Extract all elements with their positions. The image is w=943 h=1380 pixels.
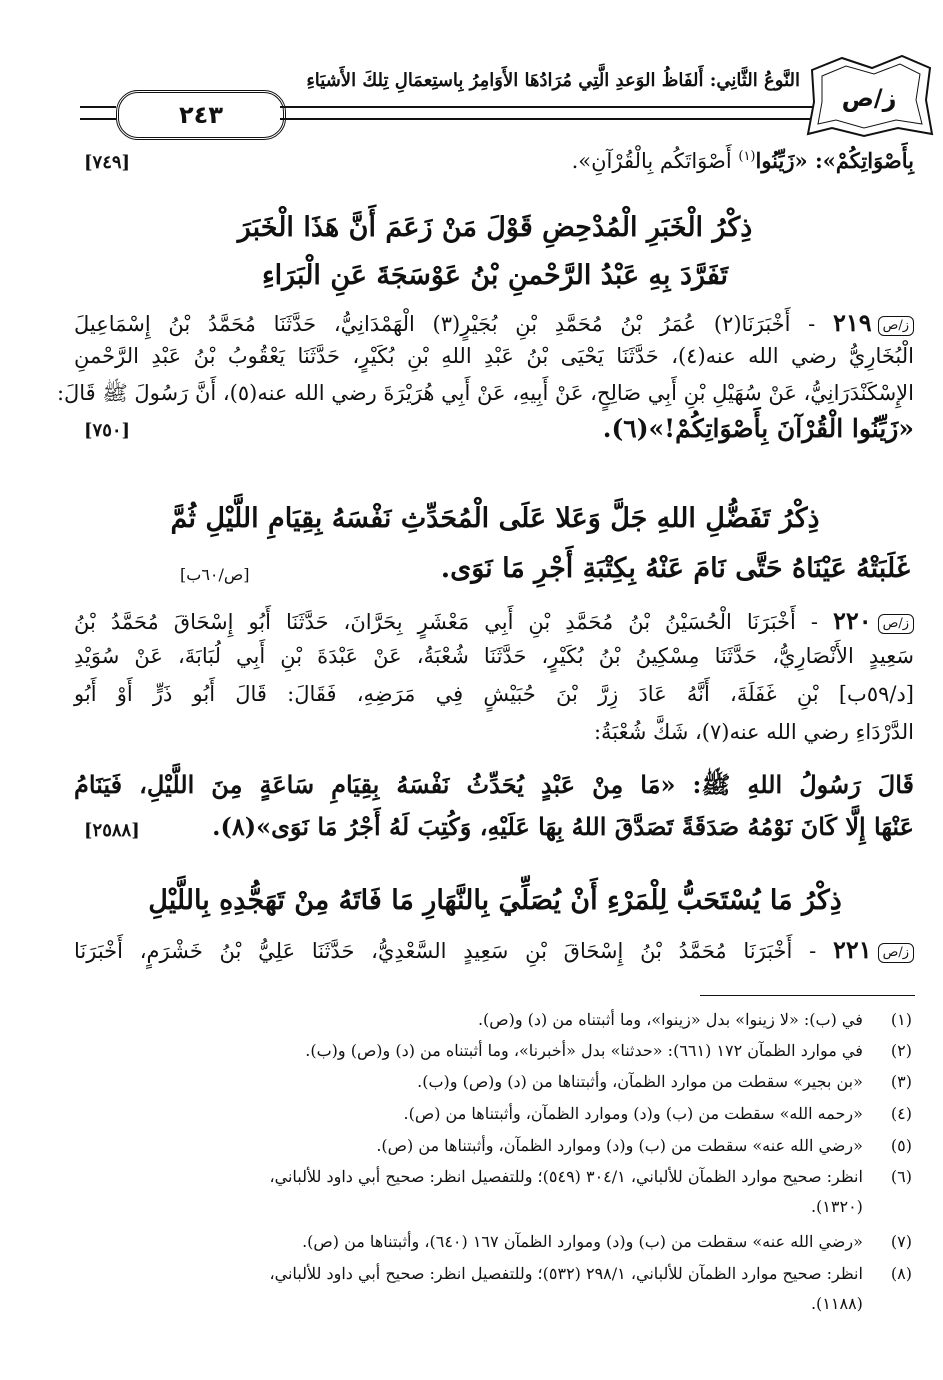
running-title: النَّوعُ الثَّانِي: أَلفَاظُ الوَعدِ الَّتِي مُرَادُهَا الأَوَامِرُ بِاستِعمَالِ تِلكَ الأَشيَاءِ [306,70,800,91]
footnote-text: «رضي الله عنه» سقطت من (ب) و(د) وموارد الظمآن ١٦٧ (٦٤٠)، وأثبتناها من (ص). [302,1232,863,1251]
hadith-reference-750: [٧٥٠] [84,420,131,441]
text-line-1 [74,148,914,173]
hadith-219-line-4: «زَيِّنُوا الْقُرْآنَ بِأَصْوَاتِكُمْ!»(٦). [602,414,914,443]
hadith-reference-2588: [٢٥٨٨] [84,820,140,841]
hadith-220-line-4: الدَّرْدَاءِ رضي الله عنه(٧)، شَكَّ شُعْبَةُ: [593,720,914,744]
hadith-220-line-2: سَعِيدٍ الأَنْصَارِيُّ، حَدَّثَنَا مِسْكِينُ بْنُ بُكَيْرٍ، حَدَّثَنَا شُعْبَةُ، عَنْ عَبْدَةَ بْنِ أَبِي لُبَابَةَ، عَنْ سُوَيْدِ [74,644,914,668]
page-number: ٢٤٣ [179,101,223,129]
section-heading-1b: تَفَرَّدَ بِهِ عَبْدُ الرَّحْمنِ بْنُ عَوْسَجَةَ عَنِ الْبَرَاءِ [261,260,729,291]
footnote-text: (١٣٢٠). [810,1197,863,1216]
footnote-number: (١) [890,1010,912,1029]
hadith-number: ٢٢١ [832,935,872,964]
footnote-text: في موارد الظمآن ١٧٢ (٦٦١): «حدثنا» بدل «أخبرنا»، وما أثبتناه من (د) و(ص) و(ب). [305,1041,863,1060]
footnote-7 [100,1232,912,1251]
chapter-badge-label: ز/ص [841,84,897,112]
hadith-220-line-6: عَنْهَا إِلَّا كَانَ نَوْمُهُ صَدَقَةً تَصَدَّقَ اللهُ بِهَا عَلَيْهِ، وَكُتِبَ لَهُ أَجْرُ مَا نَوَى»(٨). [212,812,914,841]
footnote-text: «بن بجير» سقطت من موارد الظمآن، وأثبتناها من (د) و(ص) و(ب). [417,1072,863,1091]
manuscript-reference: [ص/٦٠ب] [180,565,250,584]
hadith-219-line-3: الإِسْكَنْدَرَانِيُّ، عَنْ سُهَيْلِ بْنِ أَبِي صَالِحٍ، عَنْ أَبِيهِ، عَنْ أَبِي هُرَيْرَةَ رضي الله عنه(٥)، أَنَّ رَسُولَ ﷺ قَالَ: [56,381,914,405]
hadith-number: ٢١٩ [832,308,872,337]
hadith-220-line-3: [د/٥٩ب] بْنِ غَفَلَةَ، أَنَّهُ عَادَ زِرَّ بْنَ حُبَيْشٍ فِي مَرَضِهِ، فَقَالَ: قَالَ أَبُو ذَرٍّ أَوْ أَبُو [74,682,914,706]
footnote-8-continued [100,1294,912,1313]
text-fragment: أَصْوَاتَكُم بِالْقُرْآنِ». [571,149,732,173]
section-heading-1a: ذِكْرُ الْخَبَرِ الْمُدْحِضِ قَوْلَ مَنْ زَعَمَ أَنَّ هَذَا الْخَبَرَ [237,212,753,243]
text-fragment: بِأَصْوَاتِكُمْ»: «زَيِّنُوا [755,148,914,173]
footnote-number: (٤) [890,1104,912,1123]
footnote-number: (٧) [890,1232,912,1251]
footnote-text: انظر: صحيح موارد الظمآن للألباني، ٣٠٤/١ (٥٤٩)؛ وللتفصيل انظر: صحيح أبي داود للألباني، [269,1167,863,1186]
page-header [80,40,940,140]
footnote-6-continued [100,1197,912,1216]
footnote-text: «رضي الله عنه» سقطت من (ب) و(د) وموارد الظمآن، وأثبتناها من (ص). [376,1136,863,1155]
hadith-219-line-2: الْبُخَارِيُّ رضي الله عنه(٤)، حَدَّثَنَا يَحْيَى بْنُ عَبْدِ اللهِ بْنِ بُكَيْرٍ، حَدَّثَنَا يَعْقُوبُ بْنُ عَبْدِ الرَّحْمنِ [74,344,914,368]
section-heading-2a: ذِكْرُ تَفَضُّلِ اللهِ جَلَّ وَعَلا عَلَى الْمُحَدِّثِ نَفْسَهُ بِقِيَامِ اللَّيْلِ ثُمَّ [170,503,820,534]
footnote-3 [100,1072,912,1091]
section-heading-3: ذِكْرُ مَا يُسْتَحَبُّ لِلْمَرْءِ أَنْ يُصَلِّيَ بِالنَّهَارِ مَا فَاتَهُ مِنْ تَهَجُّدِهِ بِاللَّيْلِ [148,885,842,916]
footnote-text: «رحمه الله» سقطت من (ب) و(د) وموارد الظمآن، وأثبتناها من (ص). [403,1104,863,1123]
footnote-text: (١١٨٨). [810,1294,863,1313]
footnote-8 [100,1264,912,1283]
hadith-number: ٢٢٠ [832,606,872,635]
hadith-reference-749: [٧٤٩] [84,152,131,173]
footnote-text: في (ب): «لا زينوا» بدل «زينوا»، وما أثبتناه من (د) و(ص). [477,1010,863,1029]
footnote-number: (٥) [890,1136,912,1155]
text-fragment: - أَخْبَرَنَا(٢) عُمَرُ بْنُ مُحَمَّدِ بْنِ بُجَيْرٍ(٣) الْهَمْدَانِيُّ، حَدَّثَنَا مُحَمَّدُ بْنُ إِسْمَاعِيلَ [74,312,816,336]
footnote-text: انظر: صحيح موارد الظمآن للألباني، ٢٩٨/١ (٥٣٢)؛ وللتفصيل انظر: صحيح أبي داود للألباني، [269,1264,863,1283]
footnote-marker: (١) [738,149,756,164]
hadith-220-line-1 [74,606,914,635]
hadith-marker-icon: ز/ص [878,943,914,963]
footnote-number: (٢) [890,1041,912,1060]
header-rule-left [80,106,116,120]
footnote-4 [100,1104,912,1123]
hadith-marker-icon: ز/ص [878,614,914,634]
footnote-number: (٦) [890,1167,912,1186]
footnote-6 [100,1167,912,1186]
text-fragment: - أَخْبَرَنَا مُحَمَّدُ بْنُ إِسْحَاقَ بْنِ سَعِيدٍ السَّعْدِيُّ، حَدَّثَنَا عَلِيُّ بْنُ خَشْرَمٍ، أَخْبَرَنَا [74,939,817,963]
footnote-2 [100,1041,912,1060]
footnote-number: (٨) [890,1264,912,1283]
section-heading-2b: غَلَبَتْهُ عَيْنَاهُ حَتَّى نَامَ عَنْهُ بِكِتْبَةِ أَجْرِ مَا نَوَى. [440,553,910,584]
hadith-220-line-5: قَالَ رَسُولُ اللهِ ﷺ: «مَا مِنْ عَبْدٍ يُحَدِّثُ نَفْسَهُ بِقِيَامِ سَاعَةٍ مِنَ اللَّيْلِ، فَيَنَامُ [74,770,914,799]
hadith-marker-icon: ز/ص [878,316,914,336]
text-fragment: - أَخْبَرَنَا الْحُسَيْنُ بْنُ مُحَمَّدِ بْنِ أَبِي مَعْشَرٍ بِحَرَّانَ، حَدَّثَنَا أَبُو إِسْحَاقَ مُحَمَّدُ بْنُ [74,610,818,634]
footnote-5 [100,1136,912,1155]
hadith-219-line-1 [74,308,914,337]
footnote-number: (٣) [890,1072,912,1091]
footnote-1 [100,1010,912,1029]
chapter-badge-ornament [802,50,937,140]
hadith-221-line-1 [74,935,914,964]
footnote-separator [700,995,915,996]
